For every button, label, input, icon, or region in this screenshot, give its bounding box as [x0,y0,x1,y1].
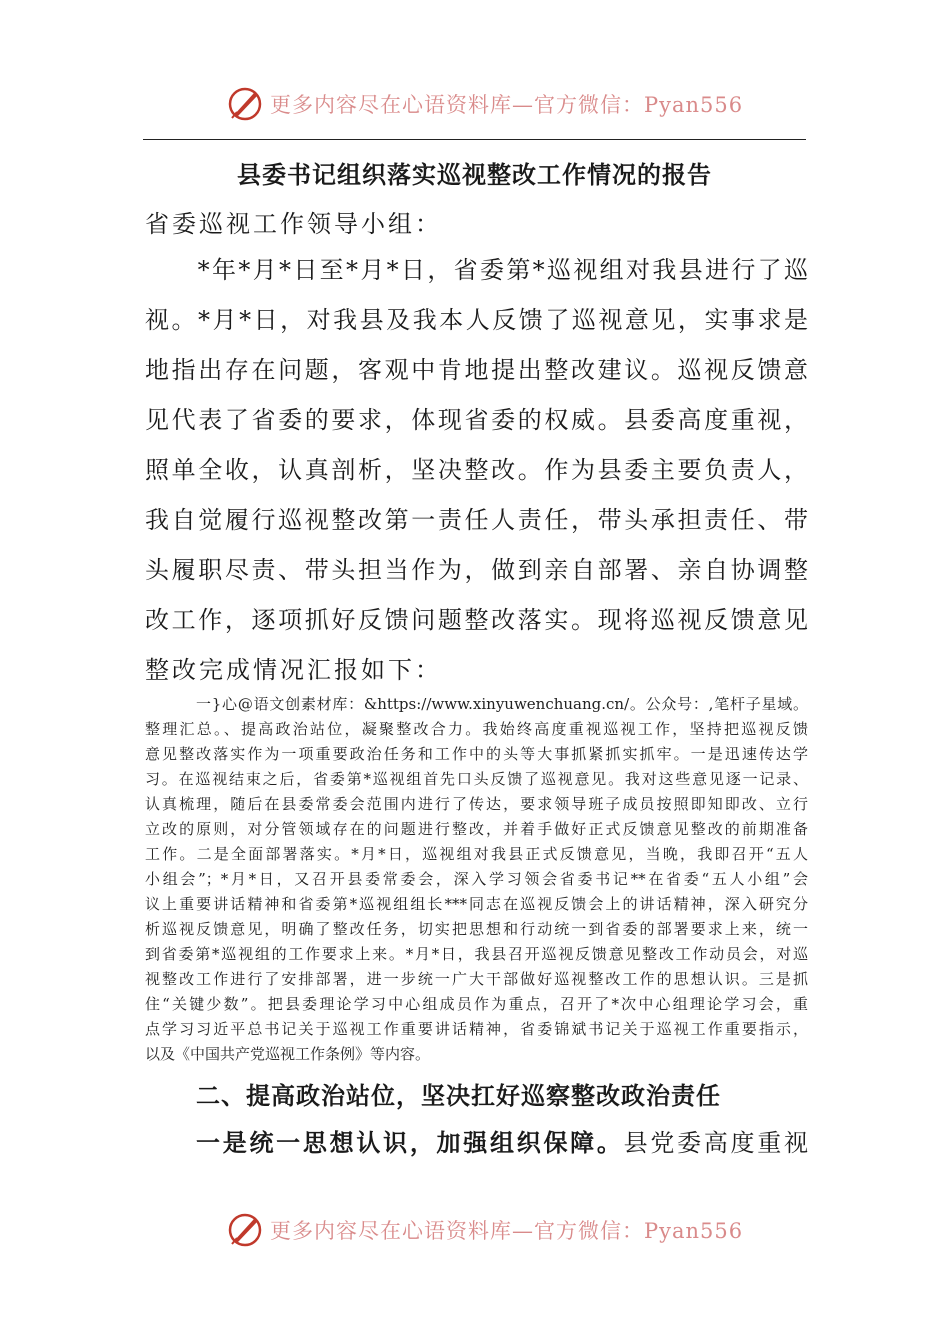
intro-line: *年*月*日至*月*日，省委第*巡视组对我县进行了巡 [145,256,808,284]
footer-banner [226,1208,743,1252]
intro-line: 改工作，逐项抓好反馈问题整改落实。现将巡视反馈意见 [145,606,808,634]
quill-logo-icon [226,85,264,123]
intro-line: 照单全收，认真剖析，坚决整改。作为县委主要负责人， [145,456,808,484]
quill-logo-icon [226,1211,264,1249]
header-banner [226,82,743,126]
section-lead-bold: 一是统一思想认识，加强组织保障。 [196,1128,624,1157]
intro-line: 见代表了省委的要求，体现省委的权威。县委高度重视， [145,406,808,434]
small-text-line: 工作。二是全面部署落实。*月*日，巡视组对我县正式反馈意见，当晚，我即召开“五人 [145,845,808,863]
small-text-line: 立改的原则，对分管领域存在的问题进行整改，并着手做好正式反馈意见整改的前期准备 [145,820,808,838]
small-text-line: 意见整改落实作为一项重要政治任务和工作中的头等大事抓紧抓实抓牢。一是迅速传达学 [145,745,808,763]
small-text-line: 整理汇总。、提高政治站位，凝聚整改合力。我始终高度重视巡视工作，坚持把巡视反馈 [145,720,808,738]
small-text-line: 到省委第*巡视组的工作要求上来。*月*日，我县召开巡视反馈意见整改工作动员会，对巡 [145,945,808,963]
intro-line: 视。*月*日，对我县及我本人反馈了巡视意见，实事求是 [145,306,808,334]
intro-line: 我自觉履行巡视整改第一责任人责任，带头承担责任、带 [145,506,808,534]
intro-line: 整改完成情况汇报如下： [145,656,442,684]
salutation: 省委巡视工作领导小组： [145,210,442,238]
small-text-line: 一}心@语文创素材库：&https://www.xinyuwenchuang.cn/。公众号：,笔杆子星域。 [196,695,808,713]
small-text-line: 点学习习近平总书记关于巡视工作重要讲话精神，省委锦斌书记关于巡视工作重要指示， [145,1020,808,1038]
footer-banner-text: 更多内容尽在心语资料库—官方微信：Pyan556 [270,1219,744,1243]
intro-line: 地指出存在问题，客观中肯地提出整改建议。巡视反馈意 [145,356,808,384]
section-lead-rest: 县党委高度重视 [623,1129,809,1157]
header-banner-text: 更多内容尽在心语资料库—官方微信：Pyan556 [270,93,744,117]
small-text-line: 小组会”；*月*日，又召开县委常委会，深入学习领会省委书记**在省委“五人小组”会 [145,870,808,888]
small-text-line: 议上重要讲话精神和省委第*巡视组组长***同志在巡视反馈会上的讲话精神，深入研究分 [145,895,808,913]
small-text-line: 视整改工作进行了安排部署，进一步统一广大干部做好巡视整改工作的思想认识。三是抓 [145,970,808,988]
small-text-line: 析巡视反馈意见，明确了整改任务，切实把思想和行动统一到省委的部署要求上来，统一 [145,920,808,938]
section-heading: 二、提高政治站位，坚决扛好巡察整改政治责任 [196,1081,721,1110]
small-text-line: 习。在巡视结束之后，省委第*巡视组首先口头反馈了巡视意见。我对这些意见逐一记录、 [145,770,808,788]
header-divider [143,139,806,140]
document-title: 县委书记组织落实巡视整改工作情况的报告 [237,160,712,189]
intro-line: 头履职尽责、带头担当作为，做到亲自部署、亲自协调整 [145,556,808,584]
small-text-line: 住“关键少数”。把县委理论学习中心组成员作为重点，召开了*次中心组理论学习会，重 [145,995,808,1013]
section-first-line [196,1118,808,1168]
small-text-line: 以及《中国共产党巡视工作条例》等内容。 [145,1045,431,1063]
small-text-line: 认真梳理，随后在县委常委会范围内进行了传达，要求领导班子成员按照即知即改、立行 [145,795,808,813]
